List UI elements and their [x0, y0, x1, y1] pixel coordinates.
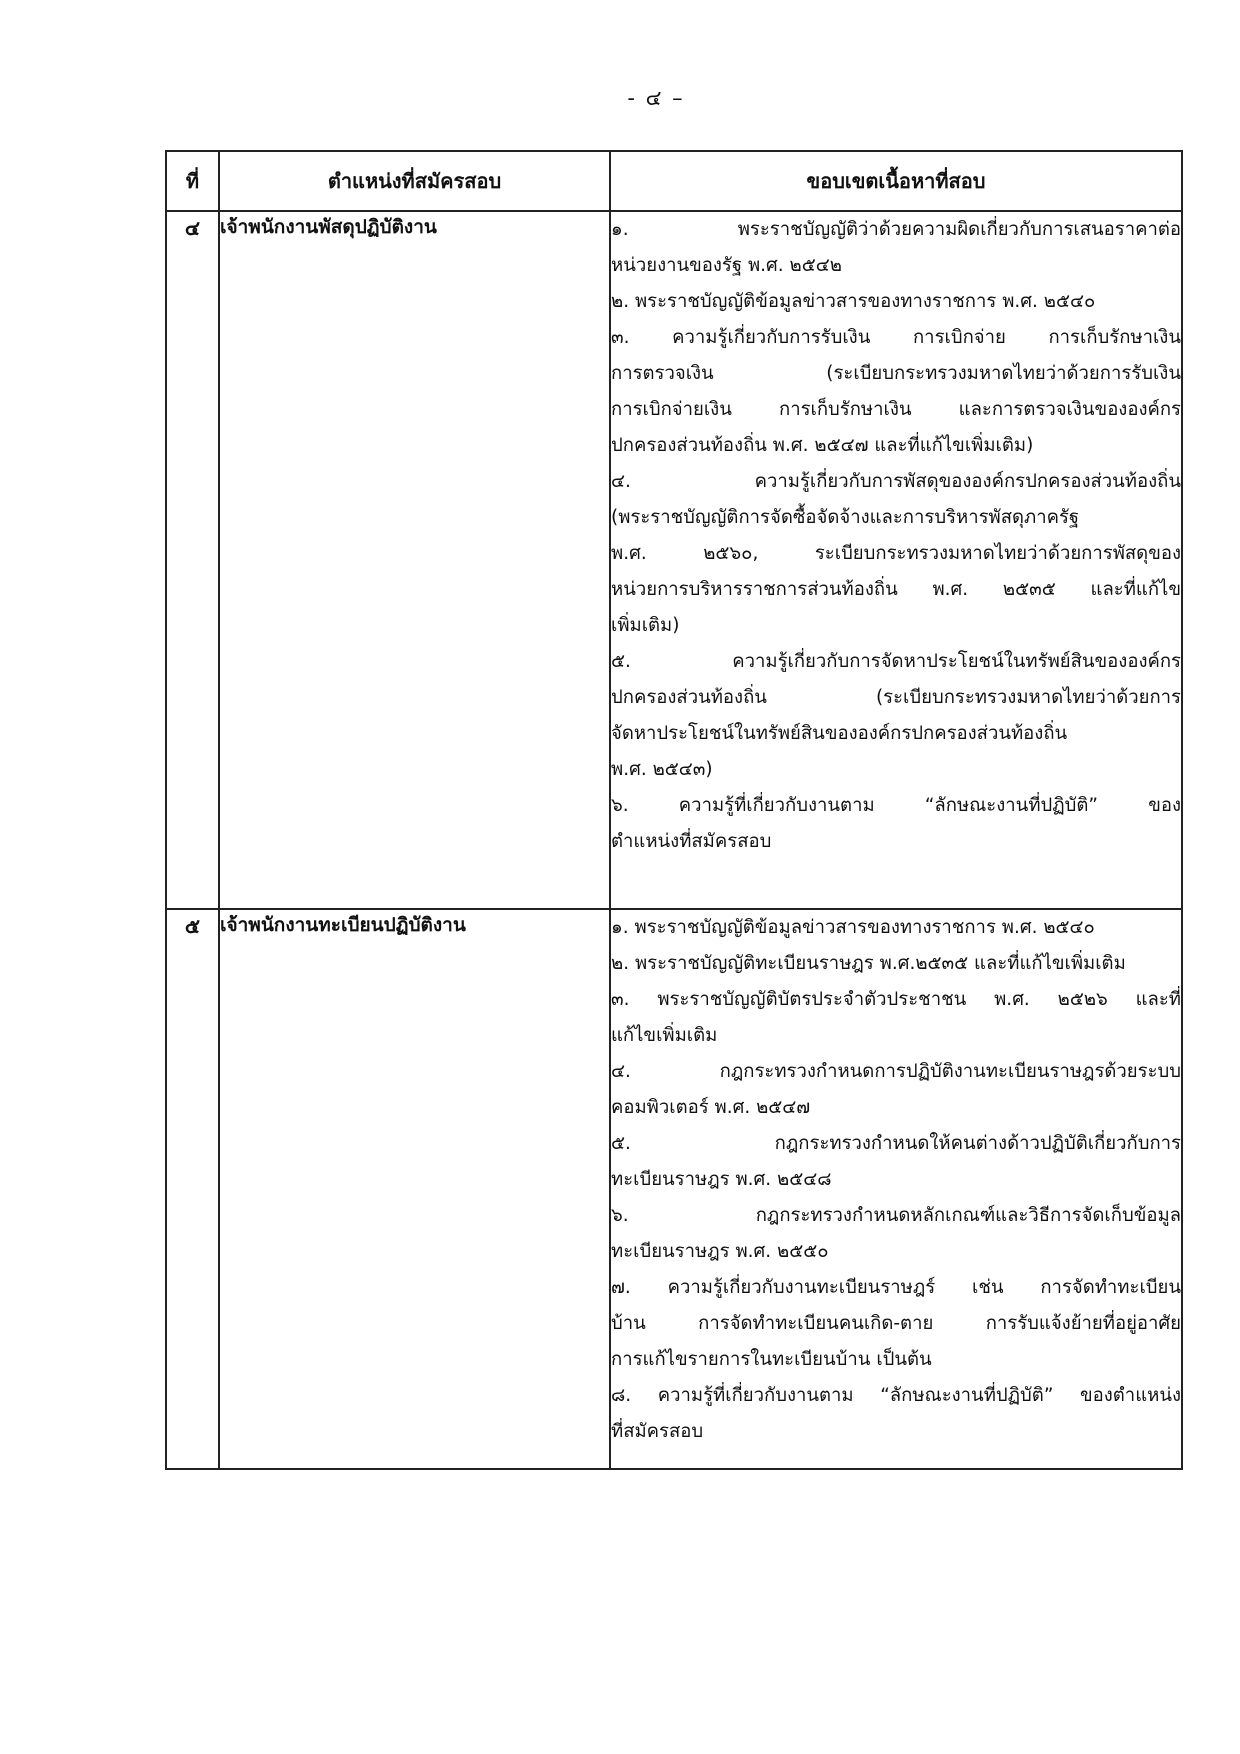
scope-item	[611, 212, 1181, 284]
scope-item-line: เพิ่มเติม)	[611, 615, 680, 636]
scope-item-line: (พระราชบัญญัติการจัดซื้อจัดจ้างและการบริหารพัสดุภาครัฐ	[611, 507, 1080, 528]
scope-item	[611, 910, 1181, 946]
scope-item-line: ปกครองส่วนท้องถิ่น (ระเบียบกระทรวงมหาดไทยว่าด้วยการ	[611, 687, 1181, 708]
scope-item-line: ๕. ความรู้เกี่ยวกับการจัดหาประโยชน์ในทรัพย์สินขององค์กร	[611, 651, 1181, 672]
scope-list	[610, 211, 1182, 909]
scope-item-line: จัดหาประโยชน์ในทรัพย์สินขององค์กรปกครองส่วนท้องถิ่น	[611, 723, 1068, 744]
scope-item-line: ปกครองส่วนท้องถิ่น พ.ศ. ๒๕๔๗ และที่แก้ไขเพิ่มเติม)	[611, 435, 1034, 456]
scope-item-line: พ.ศ. ๒๕๖๐, ระเบียบกระทรวงมหาดไทยว่าด้วยการพัสดุของ	[611, 543, 1181, 564]
scope-item	[611, 464, 1181, 644]
scope-item-line: ตำแหน่งที่สมัครสอบ	[611, 831, 772, 852]
scope-item	[611, 1126, 1181, 1198]
scope-item-line: พ.ศ. ๒๕๔๓)	[611, 759, 713, 780]
scope-item-line: คอมพิวเตอร์ พ.ศ. ๒๕๔๗	[611, 1097, 811, 1118]
scope-item-line: ๗. ความรู้เกี่ยวกับงานทะเบียนราษฎร์ เช่น การจัดทำทะเบียน	[611, 1277, 1181, 1298]
scope-item	[611, 946, 1181, 982]
scope-item-line: ๒. พระราชบัญญัติข้อมูลข่าวสารของทางราชการ พ.ศ. ๒๕๔๐	[611, 291, 1096, 312]
scope-item-line: ทะเบียนราษฎร พ.ศ. ๒๕๔๘	[611, 1169, 832, 1190]
scope-item-line: หน่วยงานของรัฐ พ.ศ. ๒๕๔๒	[611, 255, 842, 276]
scope-item-line: ๖. กฎกระทรวงกำหนดหลักเกณฑ์และวิธีการจัดเก็บข้อมูล	[611, 1205, 1181, 1226]
header-position: ตำแหน่งที่สมัครสอบ	[219, 151, 610, 211]
scope-item	[611, 982, 1181, 1054]
scope-item-line: ๓. พระราชบัญญัติบัตรประจำตัวประชาชน พ.ศ. ๒๕๒๖ และที่	[611, 989, 1181, 1010]
scope-item-line: ๘. ความรู้ที่เกี่ยวกับงานตาม “ลักษณะงานที่ปฏิบัติ” ของตำแหน่ง	[611, 1385, 1181, 1406]
row-number: ๕	[166, 909, 219, 1469]
scope-item	[611, 1198, 1181, 1270]
scope-item-line: การตรวจเงิน (ระเบียบกระทรวงมหาดไทยว่าด้วยการรับเงิน	[611, 363, 1181, 384]
header-scope: ขอบเขตเนื้อหาที่สอบ	[610, 151, 1182, 211]
scope-item	[611, 320, 1181, 464]
scope-item-line: ๔. ความรู้เกี่ยวกับการพัสดุขององค์กรปกครองส่วนท้องถิ่น	[611, 471, 1181, 492]
scope-item-line: ๑. พระราชบัญญัติข้อมูลข่าวสารของทางราชการ พ.ศ. ๒๕๔๐	[611, 917, 1095, 938]
exam-scope-table	[165, 150, 1183, 1470]
scope-item-line: ทะเบียนราษฎร พ.ศ. ๒๕๕๐	[611, 1241, 829, 1262]
scope-item	[611, 1054, 1181, 1126]
scope-item	[611, 788, 1181, 860]
scope-item-line: ๒. พระราชบัญญัติทะเบียนราษฎร พ.ศ.๒๕๓๕ และที่แก้ไขเพิ่มเติม	[611, 953, 1126, 974]
header-no: ที่	[166, 151, 219, 211]
scope-item-line: หน่วยการบริหารราชการส่วนท้องถิ่น พ.ศ. ๒๕๓๕ และที่แก้ไข	[611, 579, 1181, 600]
scope-item-line: บ้าน การจัดทำทะเบียนคนเกิด-ตาย การรับแจ้งย้ายที่อยู่อาศัย	[611, 1313, 1181, 1334]
scope-list	[610, 909, 1182, 1469]
scope-item-line: ๓. ความรู้เกี่ยวกับการรับเงิน การเบิกจ่าย การเก็บรักษาเงิน	[611, 327, 1181, 348]
position-name: เจ้าพนักงานพัสดุปฏิบัติงาน	[219, 211, 610, 909]
table-row	[166, 211, 1182, 909]
position-name: เจ้าพนักงานทะเบียนปฏิบัติงาน	[219, 909, 610, 1469]
scope-item	[611, 284, 1181, 320]
scope-item-line: ๕. กฎกระทรวงกำหนดให้คนต่างด้าวปฏิบัติเกี่ยวกับการ	[611, 1133, 1181, 1154]
scope-item-line: ๖. ความรู้ที่เกี่ยวกับงานตาม “ลักษณะงานที่ปฏิบัติ” ของ	[611, 795, 1181, 816]
scope-item-line: ที่สมัครสอบ	[611, 1421, 704, 1442]
scope-item	[611, 644, 1181, 788]
scope-item-line: ๑. พระราชบัญญัติว่าด้วยความผิดเกี่ยวกับการเสนอราคาต่อ	[611, 219, 1181, 240]
scope-item-line: การแก้ไขรายการในทะเบียนบ้าน เป็นต้น	[611, 1349, 932, 1370]
scope-item-line: ๔. กฎกระทรวงกำหนดการปฏิบัติงานทะเบียนราษฎรด้วยระบบ	[611, 1061, 1181, 1082]
scope-item	[611, 1378, 1181, 1450]
scope-item-line: แก้ไขเพิ่มเติม	[611, 1025, 718, 1046]
row-number: ๔	[166, 211, 219, 909]
table-row	[166, 909, 1182, 1469]
table-header-row	[166, 151, 1182, 211]
scope-item-line: การเบิกจ่ายเงิน การเก็บรักษาเงิน และการตรวจเงินขององค์กร	[611, 399, 1181, 420]
scope-item	[611, 1270, 1181, 1378]
page-number: - ๔ –	[627, 86, 685, 110]
